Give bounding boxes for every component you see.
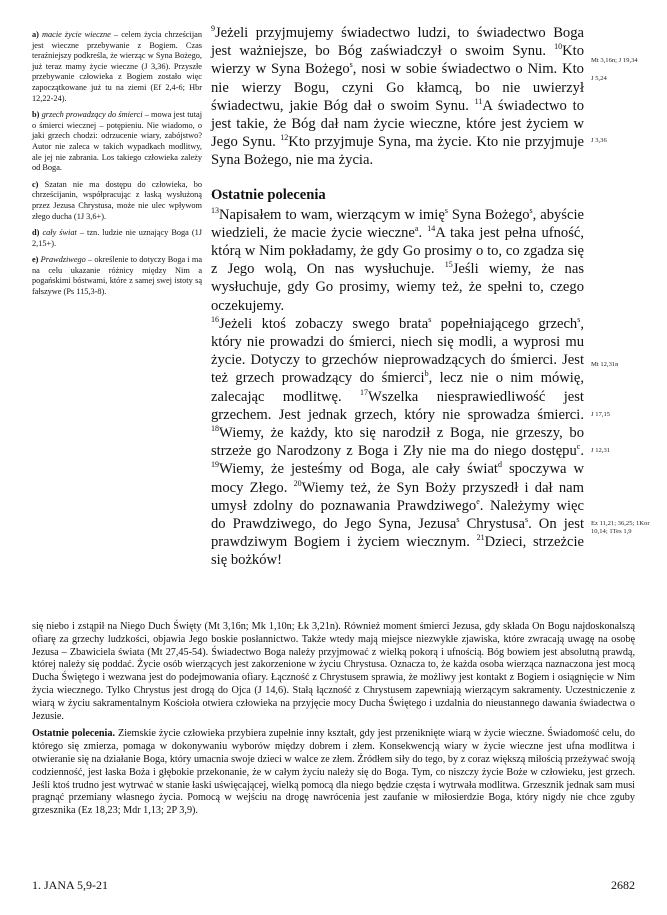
glossary-marker: s [444, 205, 448, 215]
section-heading: Ostatnie polecenia [211, 186, 326, 203]
verse-text: spoczywa w mocy Złego. [211, 461, 584, 496]
footnote-label: a) [32, 30, 39, 39]
verse-number: 9 [211, 24, 215, 34]
cross-reference: Mt 3,16n; J 19,34 [591, 57, 638, 64]
verse-text: Wszelka niesprawiedliwość jest grzechem. Jest jednak grzech, który nie sprowadza śmierci. [211, 388, 584, 423]
verse-number: 15 [444, 260, 453, 270]
verse-text: Jeżeli przyjmujemy świadectwo ludzi, to świadectwo Boga jest ważniejsze, bo Bóg zaświadczył o swoim Synu. [211, 25, 584, 60]
verse-text: Chrystusa [459, 516, 525, 533]
verse-text: Dzieci, strzeżcie się bożków! [211, 534, 584, 569]
commentary-paragraph [32, 728, 635, 818]
verse-text: A taka jest pełna ufność, którą w Nim pokładamy, że gdy Go prosimy o to, co zgadza się z Jego wolą, On nas wysłuchuje. [211, 224, 585, 278]
paragraph-verses-9-12 [211, 24, 584, 170]
footnote-label: d) [32, 228, 40, 238]
verse-text: Kto wierzy w Syna Bożego [211, 43, 584, 78]
verse-number: 12 [280, 133, 289, 143]
footnote-marker: e [476, 497, 480, 507]
footnote-e [32, 255, 202, 297]
verse-number: 17 [360, 387, 369, 397]
commentary-heading: Ostatnie polecenia. [32, 728, 116, 740]
footnote-text: – celem życia chrześcijan jest wieczne przebywanie z Bogiem. Czas teraźniejszy podkreśla, że wierząc w Syna Bożego, już teraz mamy życie wieczne (J 3,36). Przyszłe przebywanie człowieka z Bogiem zostało więc zapoczątkowane już tu na ziemi (Ef 2,4-6; Hbr 12,22-24). [32, 30, 202, 103]
verse-text: popełniającego grzech [431, 315, 578, 332]
verse-text: . On jest prawdziwym Bogiem i życiem wiecznym. [211, 516, 584, 551]
footnote-a [32, 30, 202, 104]
verse-number: 19 [211, 460, 219, 470]
verse-number: 18 [211, 424, 219, 434]
glossary-marker: s [456, 515, 460, 525]
verse-text: Kto przyjmuje Syna, ma życie. Kto nie przyjmuje Syna Bożego, nie ma życia. [211, 134, 585, 169]
verse-text: Wiemy też, że Syn Boży przyszedł i dał nam umysł zdolny do poznawania Prawdziwego [211, 479, 584, 514]
verse-text: Napisałem to wam, wierzącym w imię [219, 206, 445, 223]
verse-text: . Należymy więc do Prawdziwego, do Jego Syna, Jezusa [211, 497, 584, 533]
verse-number: 21 [476, 533, 485, 543]
commentary-paragraph: się niebo i zstąpił na Niego Duch Święty (Mt 3,16n; Mk 1,10n; Łk 3,21n). Również moment śmierci Jezusa, gdy składa On Bogu najdoskonalszą ofiarę za grzechy ludzkości, objawia Jego boskie posłannictwo. Także wtedy mają miejsce niezwykłe zjawiska, które zwracają uwagę na osobę Jezusa – Zbawiciela świata (Mt 27,45-54). Świadectwo Boga należy przyjmować z wielką pokorą i ufnością. Bóg bowiem jest absolutną prawdą, której należy się poddać. Życie osób wierzących jest zakorzenione w życiu Chrystusa. Oznacza to, że każda osoba wierząca naznaczona jest mocą Ducha Świętego i wezwana jest do podejmowania ofiary. Łączność z Chrystusem sprawia, że możliwy jest kontakt z Bogiem i osiągnięcie w Nim życia wiecznego. Tylko Chrystus jest drogą do Ojca (J 14,6). Stałą łączność z Chrystusem zapewniają wierzącym sakramenty. Uczestniczenie z wiarą w życiu sakramentalnym Kościoła otwiera człowieka na przyjęcie mocy Ducha Świętego i uzdalnia do nieustannego dawania świadectwa o Jezusie. [32, 621, 635, 722]
book-reference: 1. JANA 5,9-21 [32, 878, 109, 892]
verse-number: 16 [211, 314, 219, 324]
footnote-term: grzech prowadzący do śmierci [41, 110, 143, 120]
footnote-term: macie życie wieczne [42, 30, 111, 39]
footnote-b [32, 110, 202, 174]
cross-reference: J 5,24 [591, 75, 607, 82]
footnote-marker: d [497, 460, 502, 470]
footnote-term: Prawdziwego [40, 255, 86, 265]
paragraph-verses-13-15 [211, 206, 584, 315]
footnotes-column [32, 30, 202, 304]
footnote-label: e) [32, 255, 39, 265]
verse-text: , nosi w sobie świadectwo o Nim. Kto nie wierzy Bogu, czyni Go kłamcą, bo nie uwierzył świadectwu, jakie Bóg dał o swoim Synu. [211, 61, 584, 114]
footnote-term: cały świat [42, 228, 77, 238]
footnote-label: c) [32, 179, 39, 189]
commentary-text: Ziemskie życie człowieka przybiera zupełnie inny kształt, gdy jest przeniknięte wiarą w życie wieczne. Świadomość celu, do którego się zmierza, pomaga w dokonywaniu wyborów między dobrem i złem. Konsekwencją wiary w życie wieczne jest ufna modlitwa i otwieranie się na działanie Boga, który umacnia swoje dzieci w walce ze złem. Źródłem siły do tego, by z coraz większą miłością przeżywać swoją codzienność, jest łaska Boża i głębokie przekonanie, że w całym życiu należy się do Boga. Tym, co niszczy życie Boże w człowieku, jest grzech. Jeśli ktoś trudno jest wytrwać w stanie łaski uświęcającej, wielką pomocą dla niego będzie częsta i wytrwała modlitwa. Grzesznik jednak sam musi pragnąć przemiany własnego życia. Pomocą w wejściu na drogę nawrócenia jest zaufanie w miłosierdzie Boga, który nigdy nie chce zguby grzesznika (Ez 18,23; Mdr 1,13; 2P 3,9). [32, 728, 635, 817]
glossary-marker: s [349, 60, 353, 70]
verse-number: 14 [427, 223, 436, 233]
glossary-marker: s [428, 314, 432, 324]
main-text [211, 24, 584, 570]
page-number: 2682 [611, 878, 635, 892]
glossary-marker: s [524, 515, 529, 525]
footnote-d [32, 228, 202, 249]
glossary-marker: s [529, 205, 533, 215]
footnote-marker: c [576, 442, 581, 452]
cross-reference: J 17,15 [591, 411, 611, 418]
footnote-text: – mowa jest tutaj o śmierci wiecznej – potępieniu. Nie wiadomo, o jaki grzech chodzi: odrzucenie wiary, zabójstwo? Autor nie zaleca w takich wypadkach modlitwy, ale jej nie zabrania. Los takiego człowieka zależy od Boga. [32, 110, 202, 173]
footnote-marker: b [424, 369, 429, 379]
footnote-c [32, 180, 202, 222]
footnote-text: Szatan nie ma dostępu do człowieka, bo chrześcijanin, współpracując z łaską wysłużoną przez Jezusa Chrystusa, może nie ulec wpływom złego ducha (1J 3,6+). [32, 179, 202, 221]
verse-number: 10 [554, 42, 563, 52]
verse-text: . [418, 224, 428, 241]
verse-text: Jeśli wiemy, że nas wysłuchuje, gdy Go prosimy, wiemy też, że spełni to, czego oczekujemy. [211, 261, 585, 314]
cross-reference: Ez 11,21; 36,25; 1Kor 10,14; 1Tes 1,9 [591, 520, 650, 535]
verse-text: , który nie prowadzi do śmierci, niech się modli, a wyprosi mu życie. Dotyczy to grzechów nieprowadzących do śmierci. Jest też grzech prowadzący do śmierci [211, 315, 584, 387]
footnote-label: b) [32, 110, 40, 120]
verse-text: A świadectwo to jest takie, że Bóg dał nam życie wieczne, które jest życiem w Jego Synu. [211, 97, 584, 151]
verse-text: , lecz nie o nim mówię, zalecając modlitwę. [211, 370, 584, 405]
verse-text: Syna Bożego [447, 206, 530, 223]
footnote-text: – określenie to dotyczy Boga i ma na celu ukazanie różnicy między Nim a pogańskimi bóstwami, które z samej swej istoty są fałszywe (Ps 115,3-8). [32, 255, 203, 297]
commentary [32, 621, 635, 823]
cross-reference: J 12,31 [591, 447, 611, 454]
verse-text: Jeżeli ktoś zobaczy swego brata [219, 315, 429, 332]
paragraph-verses-16-21 [211, 315, 584, 570]
verse-text: . [580, 443, 584, 460]
verse-number: 11 [474, 96, 483, 106]
verse-number: 20 [293, 478, 302, 488]
glossary-marker: s [577, 314, 581, 324]
cross-reference: J 3,36 [591, 137, 607, 144]
verse-text: Wiemy, że każdy, kto się narodził z Boga, nie grzeszy, bo strzeże go Narodzony z Boga i Zły nie ma do niego dostępu [211, 425, 584, 460]
verse-text: , abyście wiedzieli, że macie życie wieczne [211, 206, 584, 241]
verse-text: Wiemy, że jesteśmy od Boga, ale cały świat [219, 461, 498, 478]
verse-number: 13 [211, 205, 219, 215]
cross-reference: Mt 12,31n [591, 361, 619, 368]
footnote-text: – tzn. ludzie nie uznający Boga (1J 2,15+). [32, 228, 203, 248]
footnote-marker: a [414, 223, 419, 233]
